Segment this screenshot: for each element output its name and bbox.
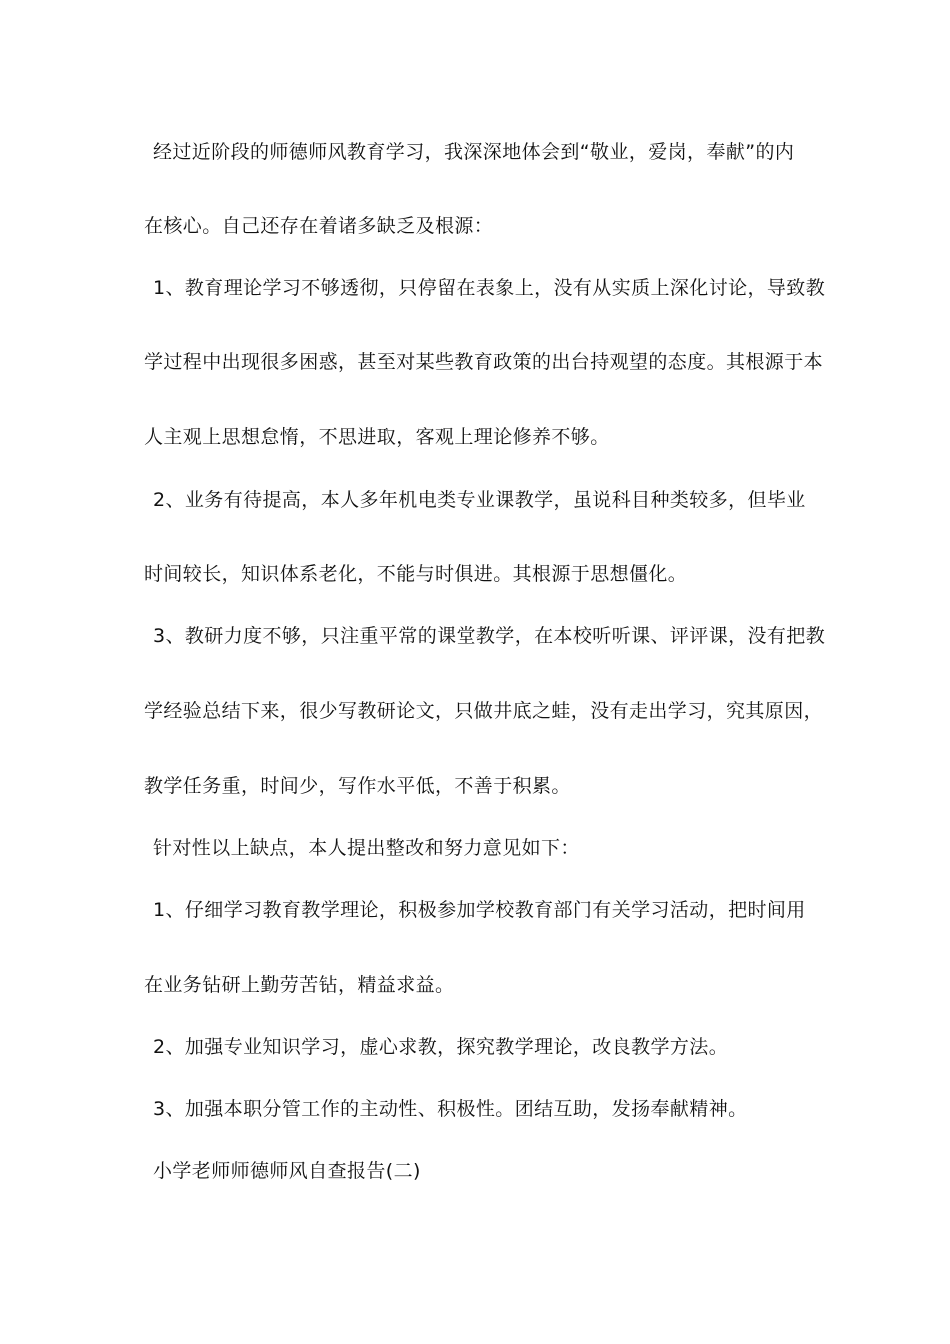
item-2-line-2: 时间较长，知识体系老化，不能与时俱进。其根源于思想僵化。	[144, 563, 688, 585]
section-heading: 小学老师师德师风自查报告(二)	[153, 1160, 421, 1182]
paragraph-intro-line-2: 在核心。自己还存在着诸多缺乏及根源：	[144, 215, 494, 237]
item-1-line-3: 人主观上思想怠惰，不思进取，客观上理论修养不够。	[144, 426, 610, 448]
remedy-3: 3、加强本职分管工作的主动性、积极性。团结互助，发扬奉献精神。	[153, 1098, 748, 1120]
item-2-line-1: 2、业务有待提高，本人多年机电类专业课教学，虽说科目种类较多，但毕业	[153, 489, 806, 511]
remedy-intro: 针对性以上缺点，本人提出整改和努力意见如下：	[153, 837, 580, 859]
item-1-line-2: 学过程中出现很多困惑，甚至对某些教育政策的出台持观望的态度。其根源于本	[144, 351, 824, 373]
item-3-line-2: 学经验总结下来，很少写教研论文，只做井底之蛙，没有走出学习，究其原因，	[144, 700, 824, 722]
item-1-line-1: 1、教育理论学习不够透彻，只停留在表象上，没有从实质上深化讨论，导致教	[153, 277, 826, 299]
item-3-line-3: 教学任务重，时间少，写作水平低，不善于积累。	[144, 775, 571, 797]
paragraph-intro-line-1: 经过近阶段的师德师风教育学习，我深深地体会到“敬业，爱岗，奉献”的内	[153, 141, 795, 163]
remedy-1-line-1: 1、仔细学习教育教学理论，积极参加学校教育部门有关学习活动，把时间用	[153, 899, 806, 921]
remedy-1-line-2: 在业务钻研上勤劳苦钻，精益求益。	[144, 974, 455, 996]
remedy-2: 2、加强专业知识学习，虚心求教，探究教学理论，改良教学方法。	[153, 1036, 729, 1058]
item-3-line-1: 3、教研力度不够，只注重平常的课堂教学，在本校听听课、评评课，没有把教	[153, 625, 826, 647]
